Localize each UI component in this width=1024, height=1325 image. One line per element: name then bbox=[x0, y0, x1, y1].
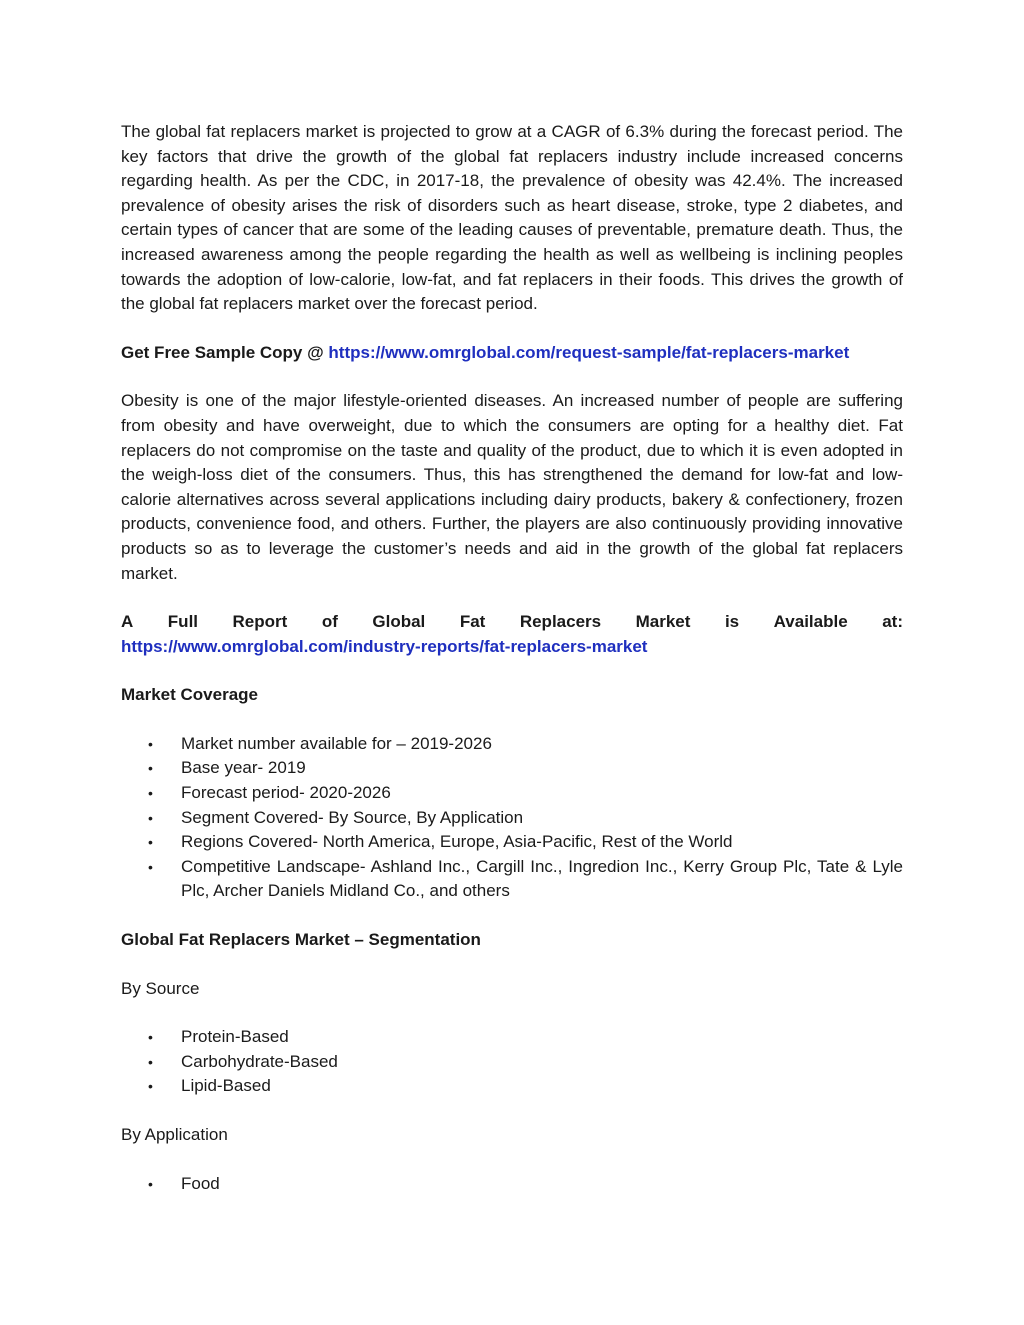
obesity-paragraph: Obesity is one of the major lifestyle-oriented diseases. An increased number of people are suffering from obesity and have overweight, due to which the consumers are opting for a healthy diet. Fat replacers do not compromise on the taste and quality of the product, due to which it is even adopted in the weigh-loss diet of the consumers. Thus, this has strengthened the demand for low-fat and low-calorie alternatives across several applications including dairy products, bakery & confectionery, frozen products, convenience food, and others. Further, the players are also continuously providing innovative products so as to leverage the customer’s needs and aid in the growth of the global fat replacers market. bbox=[121, 391, 903, 583]
full-report-word: at: bbox=[882, 612, 903, 632]
sample-link[interactable]: https://www.omrglobal.com/request-sample/fat-replacers-market bbox=[328, 342, 850, 362]
segmentation-heading: Global Fat Replacers Market – Segmentation bbox=[121, 930, 481, 950]
bullet-icon: • bbox=[148, 1029, 153, 1046]
market-link-text[interactable]: global fat replacers market bbox=[155, 122, 358, 141]
sample-line bbox=[121, 341, 903, 366]
list-item: • Base year- 2019 bbox=[121, 756, 903, 781]
bullet-icon: • bbox=[148, 760, 153, 777]
by-application-list bbox=[121, 1172, 903, 1197]
intro-lead: The bbox=[121, 122, 156, 141]
full-report-word: Fat bbox=[459, 612, 486, 632]
sample-label: Get Free Sample Copy @ bbox=[121, 342, 329, 362]
by-application-label: By Application bbox=[121, 1125, 228, 1144]
bullet-icon: • bbox=[148, 735, 153, 752]
full-report-word: of bbox=[321, 612, 338, 632]
full-report-line bbox=[121, 610, 903, 635]
list-item: • Market number available for – 2019-2026 bbox=[121, 732, 903, 757]
list-item: • Forecast period- 2020-2026 bbox=[121, 781, 903, 806]
bullet-icon: • bbox=[148, 1053, 153, 1070]
full-report-word: Replacers bbox=[519, 612, 602, 632]
list-item: • Lipid-Based bbox=[121, 1074, 903, 1099]
intro-paragraph bbox=[121, 120, 903, 317]
list-item: • Food bbox=[121, 1172, 903, 1197]
full-report-word: Report bbox=[232, 612, 288, 632]
list-item: • Regions Covered- North America, Europe, Asia-Pacific, Rest of the World bbox=[121, 830, 903, 855]
coverage-list bbox=[121, 732, 903, 904]
bullet-icon: • bbox=[148, 1175, 153, 1192]
list-item: • Protein-Based bbox=[121, 1025, 903, 1050]
full-report-word: Global bbox=[372, 612, 426, 632]
list-item: • Competitive Landscape- Ashland Inc., Cargill Inc., Ingredion Inc., Kerry Group Plc, Tate & Lyle Plc, Archer Daniels Midland Co., and others bbox=[148, 856, 903, 901]
coverage-heading: Market Coverage bbox=[121, 685, 259, 705]
document-page bbox=[121, 120, 903, 1196]
bullet-icon: • bbox=[148, 834, 153, 851]
bullet-icon: • bbox=[148, 785, 153, 802]
full-report-word: is bbox=[724, 612, 740, 632]
by-source-label: By Source bbox=[121, 978, 200, 998]
full-report-word: Available bbox=[773, 612, 848, 632]
list-item: • Segment Covered- By Source, By Application bbox=[121, 806, 903, 831]
bullet-icon: • bbox=[148, 858, 153, 875]
full-report-link[interactable]: https://www.omrglobal.com/industry-reports/fat-replacers-market bbox=[121, 636, 648, 656]
full-report-word: Full bbox=[167, 612, 199, 632]
list-item: • Carbohydrate-Based bbox=[121, 1050, 903, 1075]
bullet-icon: • bbox=[148, 809, 153, 826]
intro-body: is projected to grow at a CAGR of 6.3% during the forecast period. The key factors that drive the growth of the global fat replacers industry include increased concerns regarding health. As per the CDC, in 2017-18, the prevalence of obesity was 42.4%. The increased prevalence of obesity arises the risk of disorders such as heart disease, stroke, type 2 diabetes, and certain types of cancer that are some of the leading causes of preventable, premature death. Thus, the increased awareness among the people regarding the health as well as wellbeing is inclining peoples towards the adoption of low-calorie, low-fat, and fat replacers in their foods. This drives the growth of the global fat replacers market over the forecast period. bbox=[121, 122, 903, 314]
full-report-word: Market bbox=[635, 612, 691, 632]
by-source-list bbox=[121, 1025, 903, 1099]
bullet-icon: • bbox=[148, 1078, 153, 1095]
full-report-word: A bbox=[121, 612, 134, 632]
